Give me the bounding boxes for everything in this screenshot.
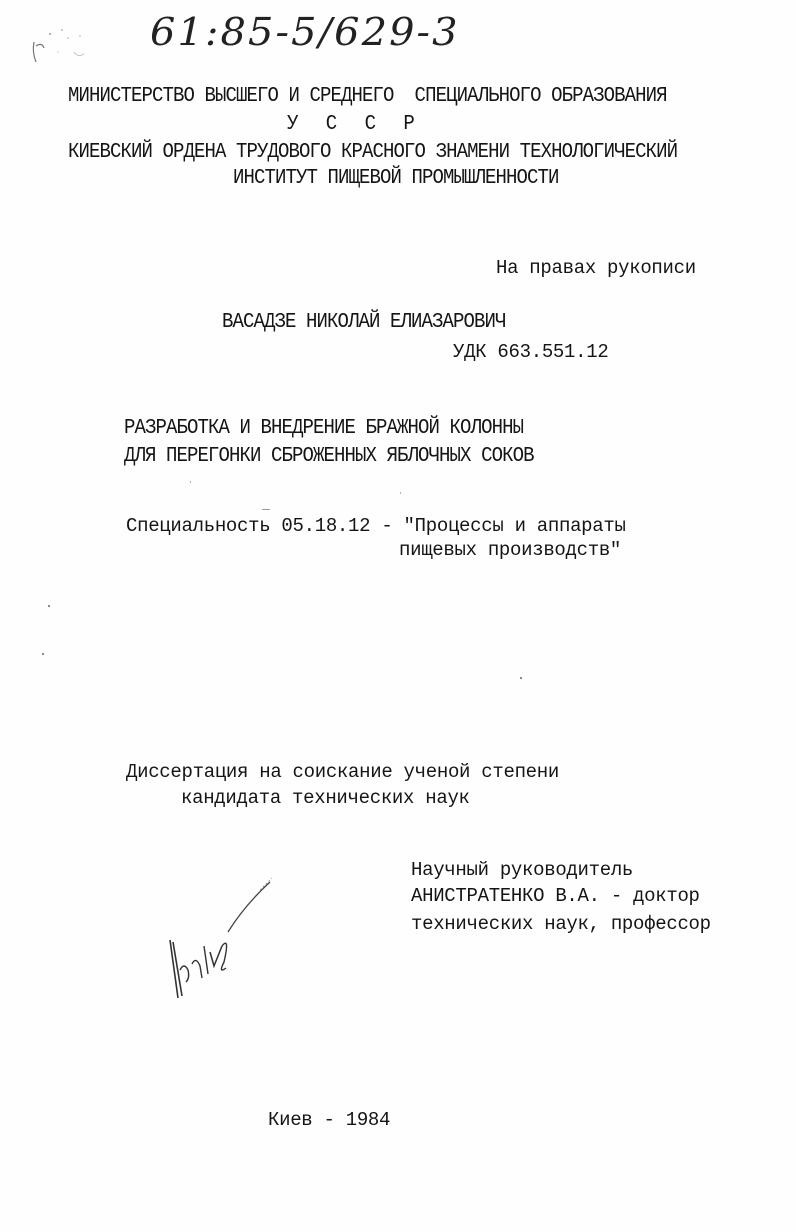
scan-speck	[262, 509, 270, 510]
archive-number: 61:85-5/629-3	[150, 10, 460, 54]
scan-speck	[400, 492, 401, 494]
place-and-year: Киев - 1984	[268, 1109, 391, 1131]
author-name: ВАСАДЗЕ НИКОЛАЙ ЕЛИАЗАРОВИЧ	[222, 309, 506, 334]
republic-line: У С С Р	[287, 111, 423, 136]
scan-speck	[520, 677, 522, 679]
scan-speck	[42, 653, 44, 655]
specialty-line-1: Специальность 05.18.12 - "Процессы и аппараты	[126, 515, 626, 537]
institute-line-2: ИНСТИТУТ ПИЩЕВОЙ ПРОМЫШЛЕННОСТИ	[233, 165, 559, 190]
signature-icon	[160, 870, 280, 1005]
ministry-line: МИНИСТЕРСТВО ВЫСШЕГО И СРЕДНЕГО СПЕЦИАЛЬНОГО ОБРАЗОВАНИЯ	[68, 83, 667, 108]
institute-line-1: КИЕВСКИЙ ОРДЕНА ТРУДОВОГО КРАСНОГО ЗНАМЕНИ ТЕХНОЛОГИЧЕСКИЙ	[68, 139, 678, 164]
degree-line-2: кандидата технических наук	[181, 787, 470, 809]
degree-line-1: Диссертация на соискание ученой степени	[126, 761, 559, 783]
manuscript-rights-note: На правах рукописи	[496, 257, 696, 279]
scan-speck	[48, 605, 50, 607]
title-line-2: ДЛЯ ПЕРЕГОНКИ СБРОЖЕННЫХ ЯБЛОЧНЫХ СОКОВ	[124, 443, 534, 468]
specialty-line-2: пищевых производств"	[399, 539, 622, 561]
scan-speck	[190, 481, 191, 483]
udc-code: УДК 663.551.12	[453, 341, 609, 363]
title-line-1: РАЗРАБОТКА И ВНЕДРЕНИЕ БРАЖНОЙ КОЛОННЫ	[124, 415, 524, 440]
supervisor-label: Научный руководитель	[411, 859, 634, 881]
supervisor-name: АНИСТРАТЕНКО В.А. - доктор	[411, 885, 700, 907]
supervisor-title: технических наук, профессор	[411, 913, 711, 935]
archive-stamp-icon	[28, 22, 118, 70]
